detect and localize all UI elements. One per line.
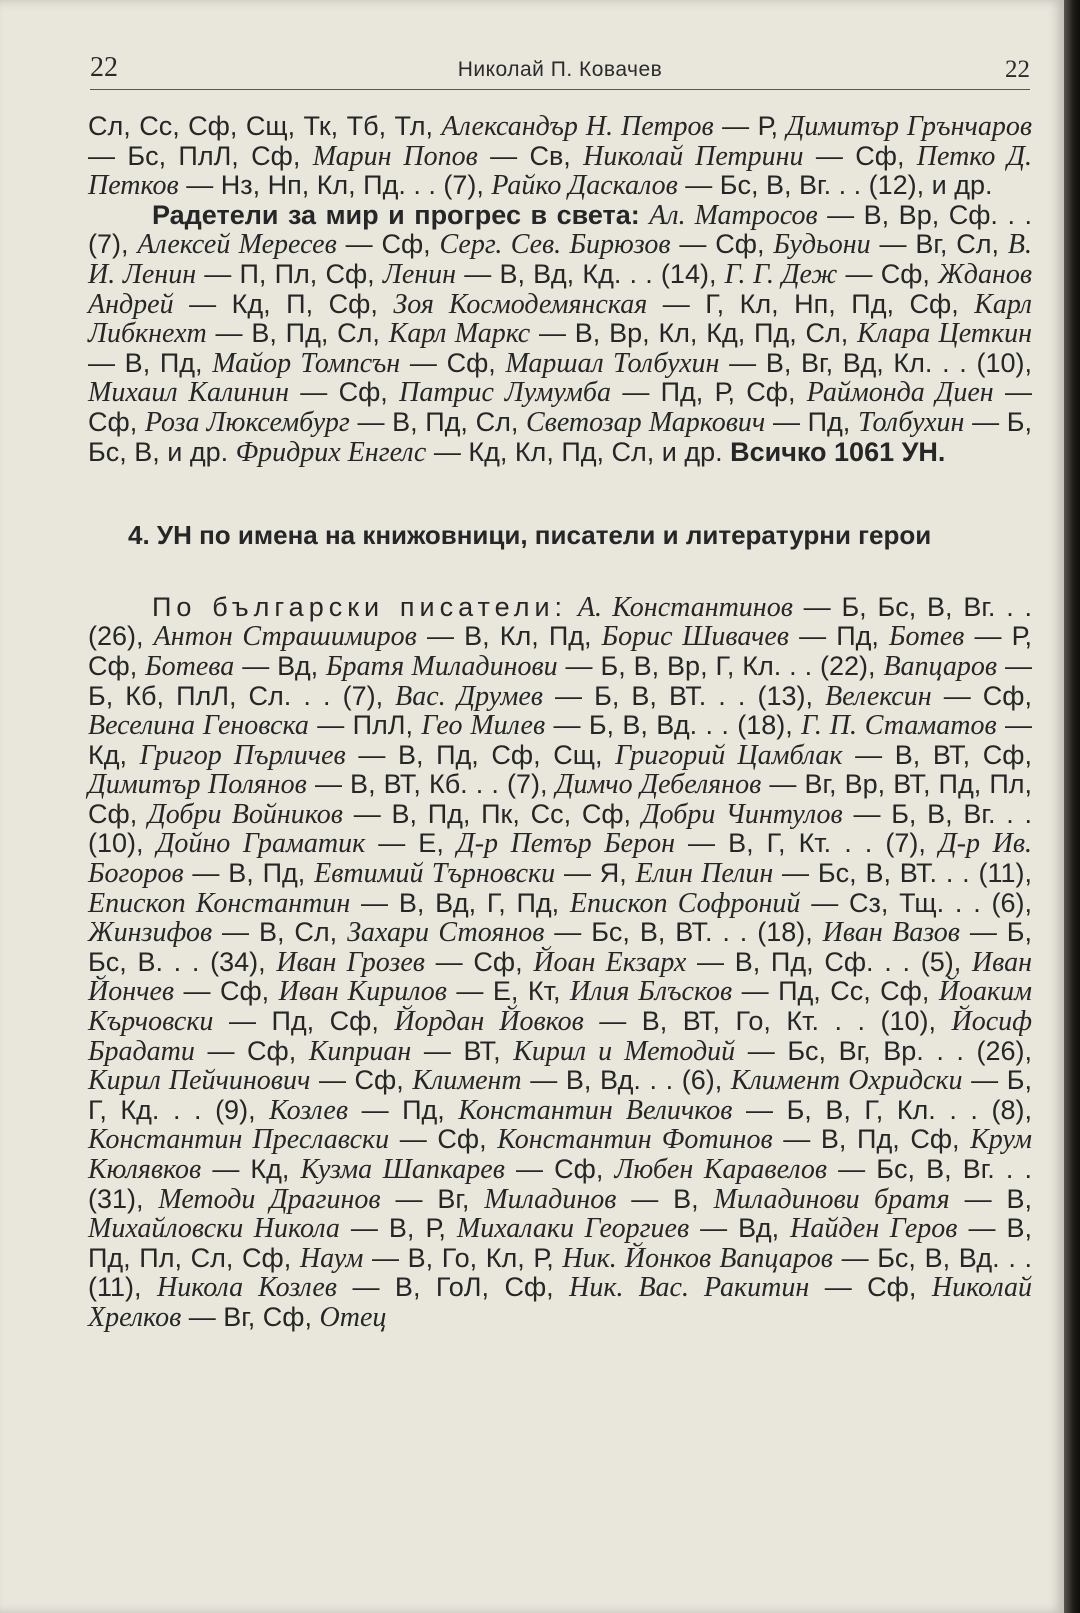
book-spine-edge: [1064, 0, 1080, 1613]
paragraph-lead: По български писатели:: [152, 591, 568, 622]
paragraph-bulgarian-writers: По български писатели: А. Константинов — Б, Бс, В, Вг. . . (26), Антон Страшимиров — В, Кл, Пд, Борис Шивачев — Пд, Ботев — Р, Сф, Ботева — Вд, Братя Миладинови — Б, В, Вр, Г, Кл. . . (22), Вапцаров — Б, Кб, ПлЛ, Сл. . . (7), Вас. Друмев — Б, В, ВТ. . . (13), Велексин — Сф, Веселина Геновска — ПлЛ, Гео Милев — Б, В, Вд. . . (18), Г. П. Стаматов — Кд, Григор Пърличев — В, Пд, Сф, Сщ, Григорий Цамблак — В, ВТ, Сф, Димитър Полянов — В, ВТ, Кб. . . (7), Димчо Дебелянов — Вг, Вр, ВТ, Пд, Пл, Сф, Добри Войников — В, Пд, Пк, Сс, Сф, Добри Чинтулов — Б, В, Вг. . . (10), Дойно Граматик — Е, Д-р Петър Берон — В, Г, Кт. . . (7), Д-р Ив. Богоров — В, Пд, Евтимий Търновски — Я, Елин Пелин — Бс, В, ВТ. . . (11), Епископ Константин — В, Вд, Г, Пд, Епископ Софроний — Сз, Тщ. . . (6), Жинзифов — В, Сл, Захари Стоянов — Бс, В, ВТ. . . (18), Иван Вазов — Б, Бс, В. . . (34), Иван Грозев — Сф, Йоан Екзарх — В, Пд, Сф. . . (5), Иван Йончев — Сф, Иван Кирилов — Е, Кт, Илия Блъсков — Пд, Сс, Сф, Йоаким Кърчовски — Пд, Сф, Йордан Йовков — В, ВТ, Го, Кт. . . (10), Йосиф Брадати — Сф, Киприан — ВТ, Кирил и Методий — Бс, Вг, Вр. . . (26), Кирил Пейчинович — Сф, Климент — В, Вд. . . (6), Климент Охридски — Б, Г, Кд. . . (9), Козлев — Пд, Константин Величков — Б, В, Г, Кл. . . (8), Константин Преславски — Сф, Константин Фотинов — В, Пд, Сф, Крум Кюлявков — Кд, Кузма Шапкарев — Сф, Любен Каравелов — Бс, В, Вг. . . (31), Методи Драгинов — Вг, Миладинов — В, Миладинови братя — В, Михайловски Никола — В, Р, Михалаки Георгиев — Вд, Найден Геров — В, Пд, Пл, Сл, Сф, Наум — В, Го, Кл, Р, Ник. Йонков Вапцаров — Бс, В, Вд. . . (11), Никола Козлев — В, ГоЛ, Сф, Ник. Вас. Ракитин — Сф, Николай Хрелков — Вг, Сф, Отец: [88, 591, 1033, 1333]
section-heading: 4. УН по имена на книжовници, писатели и литературни герои: [128, 520, 932, 551]
paragraph-lead: Радетели за мир и прогрес в света:: [152, 199, 640, 230]
header-rule: [90, 89, 1030, 90]
running-title: Николай П. Ковачев: [457, 58, 663, 81]
total-count: Всичко 1061 УН.: [730, 436, 946, 467]
page-header: [90, 52, 1030, 86]
page-number-left: 22: [90, 52, 118, 83]
page-number-right: 22: [1005, 56, 1030, 83]
paragraph-continuation: Сл, Сс, Сф, Сщ, Тк, Тб, Тл, Александър Н. Петров — Р, Димитър Грънчаров — Бс, ПлЛ, Сф, Марин Попов — Св, Николай Петрини — Сф, Петко Д. Петков — Нз, Нп, Кл, Пд. . . (7), Райко Даскалов — Бс, В, Вг. . . (12), и др.: [88, 111, 1032, 202]
paragraph-peace-figures: Радетели за мир и прогрес в света: Ал. Матросов — В, Вр, Сф. . . (7), Алексей Мересев — Сф, Серг. Сев. Бирюзов — Сф, Будьони — Вг, Сл, В. И. Ленин — П, Пл, Сф, Ленин — В, Вд, Кд. . . (14), Г. Г. Деж — Сф, Жданов Андрей — Кд, П, Сф, Зоя Космодемянская — Г, Кл, Нп, Пд, Сф, Карл Либкнехт — В, Пд, Сл, Карл Маркс — В, Вр, Кл, Кд, Пд, Сл, Клара Цеткин — В, Пд, Майор Томпсън — Сф, Маршал Толбухин — В, Вг, Вд, Кл. . . (10), Михаил Калинин — Сф, Патрис Лумумба — Пд, Р, Сф, Раймонда Диен — Сф, Роза Люксембург — В, Пд, Сл, Светозар Маркович — Пд, Толбухин — Б, Бс, В, и др. Фридрих Енгелс — Кд, Кл, Пд, Сл, и др. Всичко 1061 УН.: [88, 199, 1033, 468]
body-text: [88, 112, 1032, 1333]
